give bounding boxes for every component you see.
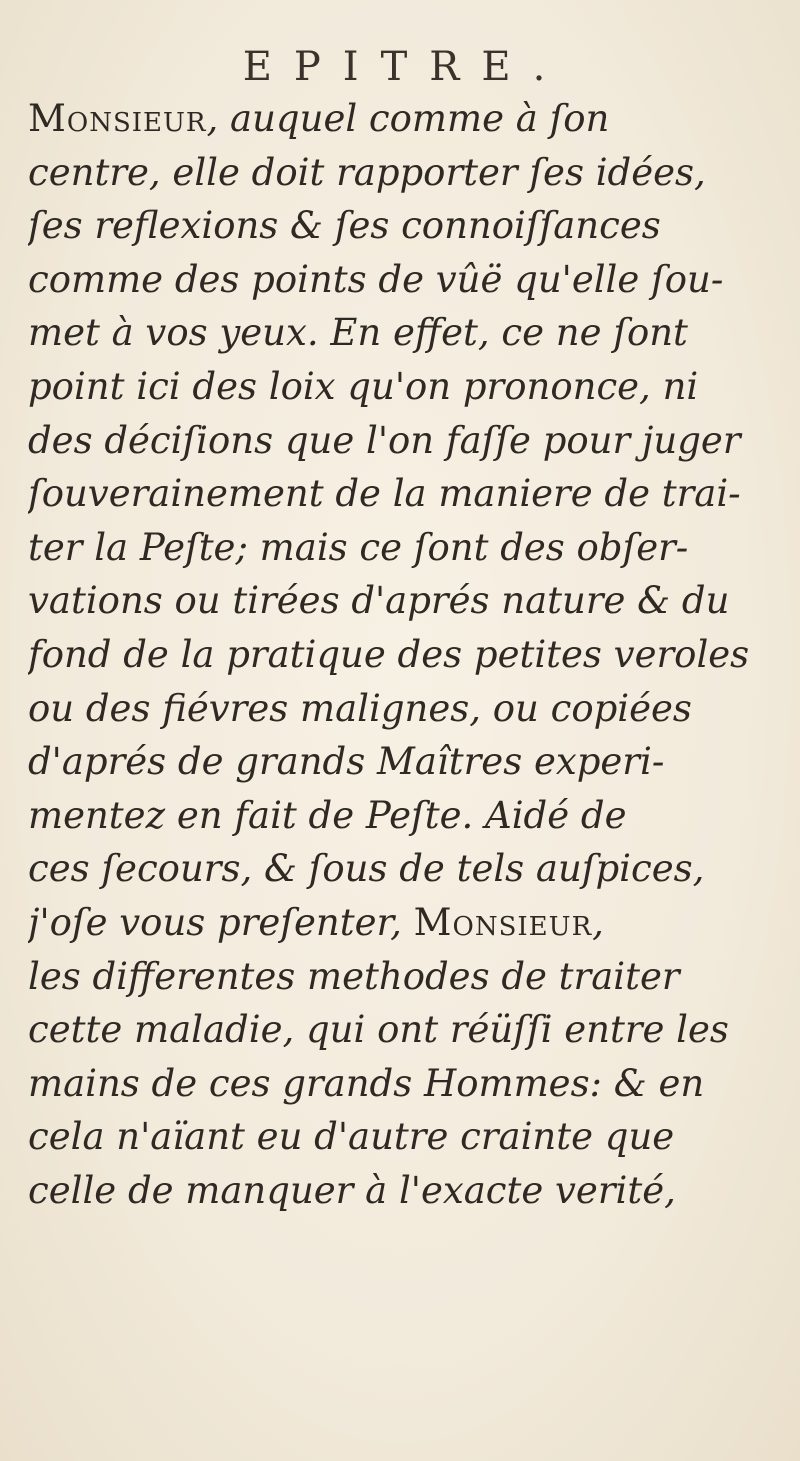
text-line-18: cette maladie, qui ont réüſſi entre les (28, 1008, 729, 1052)
text-line-2: centre, elle doit rapporter ſes idées, (28, 150, 706, 194)
addressee-smallcaps: Monsieur (413, 900, 593, 944)
addressee-smallcaps: Monsieur (28, 97, 207, 140)
text-line-7: des déciſions que l'on faſſe pour juger (28, 418, 741, 462)
text-line-3: ſes reflexions & ſes connoiſſances (28, 204, 661, 248)
text-line-17: les differentes methodes de traiter (28, 954, 680, 998)
text-line-4: comme des points de vûë qu'elle ſou- (28, 257, 724, 301)
text-line-11: fond de la pratique des petites veroles (28, 632, 750, 676)
text-line-8: ſouverainement de la maniere de trai- (28, 472, 741, 516)
text-line-12: ou des fiévres malignes, ou copiées (28, 686, 692, 730)
text-line-20: cela n'aïant eu d'autre crainte que (28, 1115, 675, 1159)
text-line-21: celle de manquer à l'exacte verité, (28, 1168, 676, 1212)
text-line-10: vations ou tirées d'aprés nature & du (28, 579, 730, 623)
text-line-13: d'aprés de grands Maîtres experi- (28, 740, 665, 784)
text-line-14: mentez en fait de Peſte. Aidé de (28, 793, 627, 837)
text-line-9: ter la Peſte; mais ce ſont des obſer- (28, 525, 689, 569)
epistle-text (28, 92, 788, 1217)
text-line-5: met à vos yeux. En effet, ce ne ſont (28, 311, 688, 355)
text-line-1: Monsieur, auquel comme à ſon (28, 97, 610, 140)
text-line-16: j'oſe vous preſenter, Monsieur, (28, 900, 604, 944)
text-line-19: mains de ces grands Hommes: & en (28, 1061, 705, 1105)
page-header: EPITRE. (242, 44, 568, 90)
text-line-15: ces ſecours, & ſous de tels auſpices, (28, 847, 705, 891)
text-line-6: point ici des loix qu'on prononce, ni (28, 364, 699, 408)
